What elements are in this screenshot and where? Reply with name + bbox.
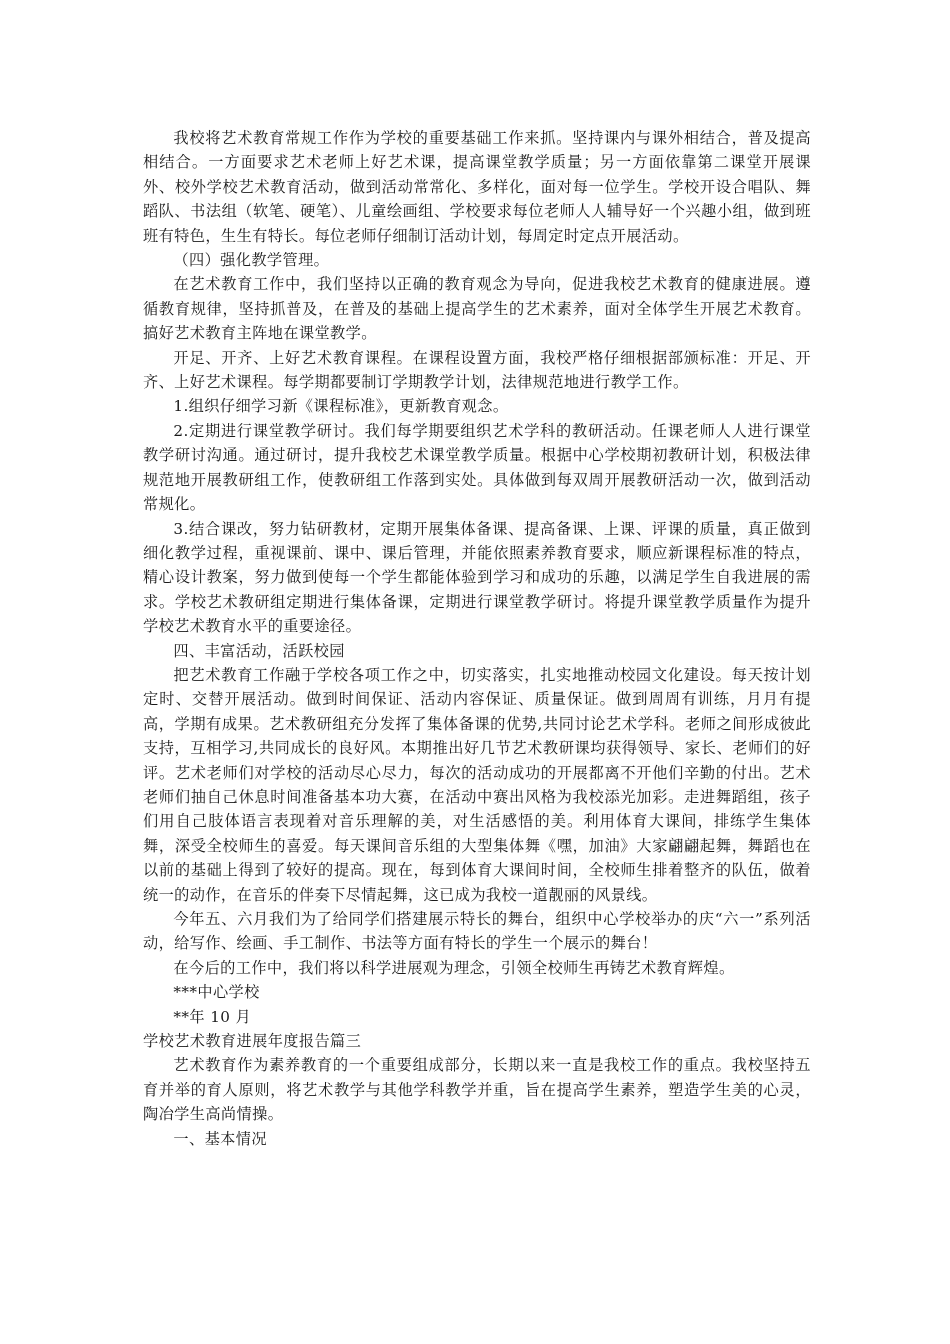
paragraph-item-2: 2.定期进行课堂教学研讨。我们每学期要组织艺术学科的教研活动。任课老师人人进行课堂教学研讨沟通。通过研讨，提升我校艺术课堂教学质量。根据中心学校期初教研计划，积极法律规范地开展教研组工作，使教研组工作落到实处。具体做到每双周开展教研活动一次，做到活动常规化。 bbox=[143, 421, 811, 514]
paragraph-art-courses: 开足、开齐、上好艺术教育课程。在课程设置方面，我校严格仔细根据部颁标准：开足、开齐、上好艺术课程。每学期都要制订学期教学计划，法律规范地进行教学工作。 bbox=[143, 348, 811, 392]
paragraph-correct-education-concept: 在艺术教育工作中，我们坚持以正确的教育观念为导向，促进我校艺术教育的健康进展。遵循教育规律，坚持抓普及，在普及的基础上提高学生的艺术素养，面对全体学生开展艺术教育。搞好艺术教育主阵地在课堂教学。 bbox=[143, 275, 811, 343]
paragraph-art-routine-work: 我校将艺术教育常规工作作为学校的重要基础工作来抓。坚持课内与课外相结合，普及提高相结合。一方面要求艺术老师上好艺术课，提高课堂教学质量；另一方面依靠第二课堂开展课外、校外学校艺术教育活动，做到活动常常化、多样化，面对每一位学生。学校开设合唱队、舞蹈队、书法组（软笔、硬笔）、儿童绘画组、学校要求每位老师人人辅导好一个兴趣小组，做到班班有特色，生生有特长。每位老师仔细制订活动计划，每周定时定点开展活动。 bbox=[143, 129, 811, 245]
paragraph-heading-basic-situation: 一、基本情况 bbox=[173, 1129, 267, 1148]
section-title-report-three: 学校艺术教育进展年度报告篇三 bbox=[143, 1032, 362, 1051]
document-body bbox=[143, 126, 811, 1151]
paragraph-campus-culture: 把艺术教育工作融于学校各项工作之中，切实落实，扎实地推动校园文化建设。每天按计划定时、交替开展活动。做到时间保证、活动内容保证、质量保证。做到周周有训练，月月有提高，学期有成果。艺术教研组充分发挥了集体备课的优势,共同讨论艺术学科。老师之间形成彼此支持，互相学习,共同成长的良好风。本期推出好几节艺术教研课均获得领导、家长、老师们的好评。艺术老师们对学校的活动尽心尽力，每次的活动成功的开展都离不开他们辛勤的付出。艺术老师们抽自己休息时间准备基本功大赛，在活动中赛出风格为我校添光加彩。走进舞蹈组，孩子们用自己肢体语言表现着对音乐理解的美，对生活感悟的美。利用体育大课间，排练学生集体舞，深受全校师生的喜爱。每天课间音乐组的大型集体舞《嘿，加油》大家翩翩起舞，舞蹈也在以前的基础上得到了较好的提高。现在，每到体育大课间时间，全校师生排着整齐的队伍，做着统一的动作，在音乐的伴奏下尽情起舞，这已成为我校一道靓丽的风景线。 bbox=[143, 665, 811, 904]
paragraph-childrens-day: 今年五、六月我们为了给同学们搭建展示特长的舞台，组织中心学校举办的庆“六一”系列活动，给写作、绘画、手工制作、书法等方面有特长的学生一个展示的舞台！ bbox=[143, 910, 811, 953]
paragraph-item-3: 3.结合课改，努力钻研教材，定期开展集体备课、提高备课、上课、评课的质量，真正做到细化教学过程，重视课前、课中、课后管理，并能依照素养教育要求，顺应新课程标准的特点，精心设计教案，努力做到使每一个学生都能体验到学习和成功的乐趣，以满足学生自我进展的需求。学校艺术教研组定期进行集体备课，定期进行课堂教学研讨。将提升课堂教学质量作为提升学校艺术教育水平的重要途径。 bbox=[143, 519, 811, 636]
paragraph-future-work: 在今后的工作中，我们将以科学进展观为理念，引领全校师生再铸艺术教育辉煌。 bbox=[173, 958, 735, 977]
paragraph-art-education-intro: 艺术教育作为素养教育的一个重要组成部分，长期以来一直是我校工作的重点。我校坚持五育并举的育人原则，将艺术教学与其他学科教学并重，旨在提高学生素养，塑造学生美的心灵，陶冶学生高尚情操。 bbox=[143, 1056, 811, 1124]
paragraph-item-1: 1.组织仔细学习新《课程标准》，更新教育观念。 bbox=[173, 397, 509, 416]
signature-date: **年 10 月 bbox=[173, 1007, 252, 1026]
signature-school: ***中心学校 bbox=[173, 983, 260, 1002]
paragraph-heading-enrich-activities: 四、丰富活动，活跃校园 bbox=[173, 641, 345, 660]
paragraph-heading-strengthen-teaching: （四）强化教学管理。 bbox=[173, 251, 330, 270]
